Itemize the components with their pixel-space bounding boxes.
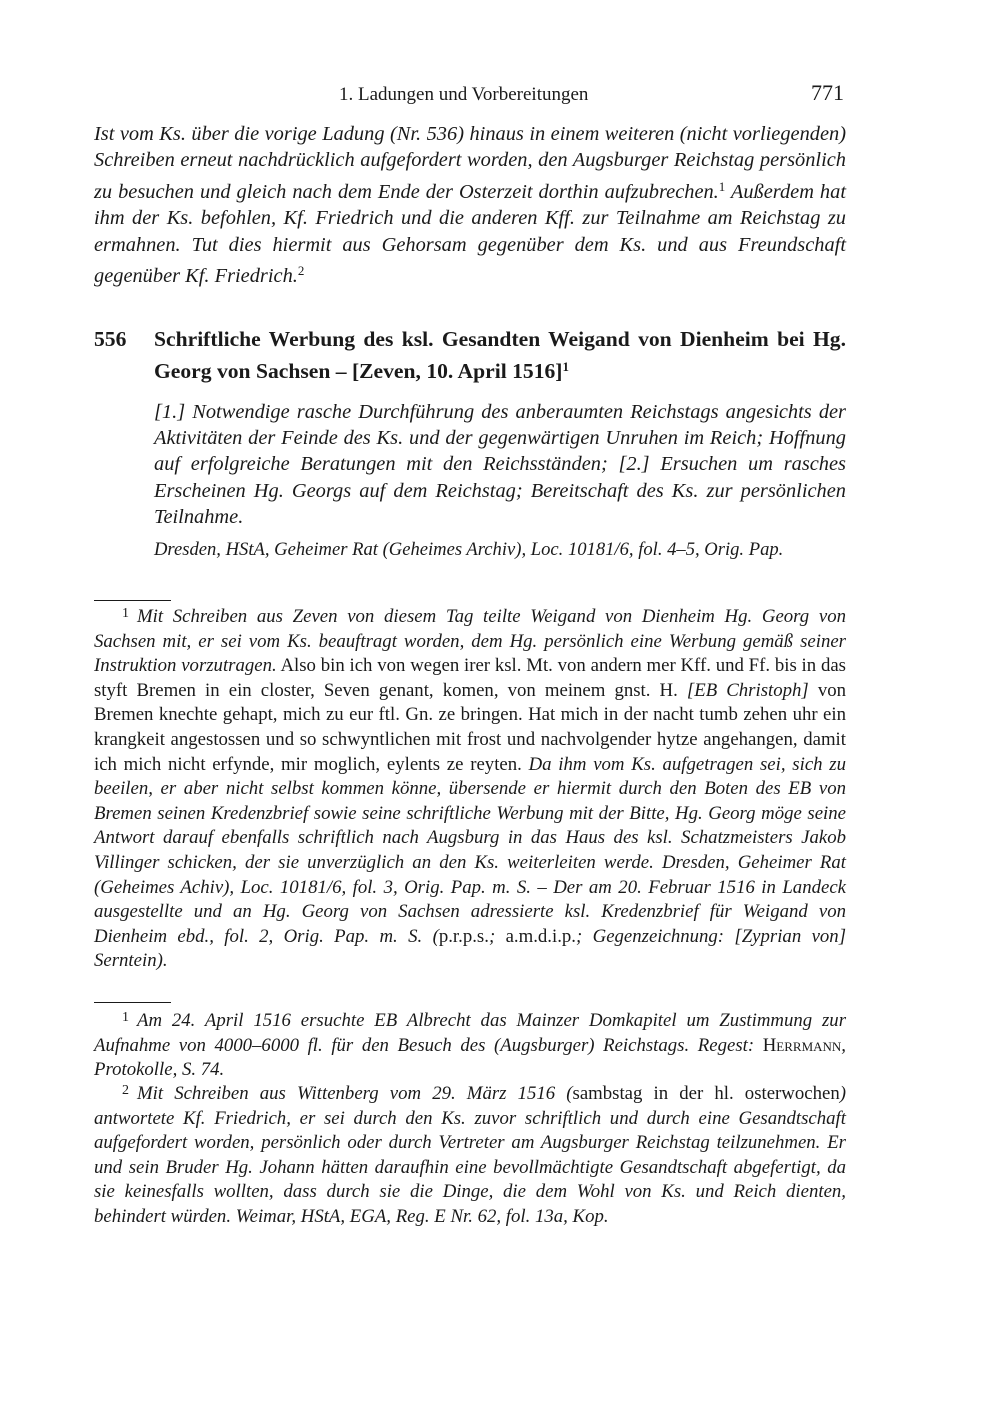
footnote-mark: 1 [122,1010,129,1025]
footnote-text: Mit Schreiben aus Wittenberg vom 29. März 1516 ( [137,1083,573,1104]
footnote-quote: sambstag in der hl. osterwochen [572,1083,840,1104]
footnote-mark: 2 [122,1083,129,1098]
footnote-mark: 1 [122,606,129,621]
footnote-separator-intro [94,1002,171,1003]
document-heading [94,326,846,385]
document-source: Dresden, HStA, Geheimer Rat (Geheimes Archiv), Loc. 10181/6, fol. 4–5, Orig. Pap. [154,539,784,560]
document-number: 556 [94,327,127,351]
footnote-document-1 [94,602,846,974]
footnote-text: Am 24. April 1516 ersuchte EB Albrecht das Mainzer Domkapitel um Zustimmung zur Aufnahme von 4000–6000 fl. für den Besuch des (Augsburger) Reichstags. Regest: [94,1010,846,1056]
footnote-text: ) antwortete Kf. Friedrich, er sei durch den Ks. zuvor schriftlich und durch eine Gesandtschaft aufgefordert worden, persönlich oder durch Vertreter am Augsburger Reichstag teilzunehmen. Er und sein Bruder Hg. Johann hätten daraufhin eine bevollmächtigte Gesandtschaft abgefertigt, da sie keinesfalls wollten, dass durch sie die Dinge, die dem Wohl von Ks. und Reich dienten, behindert würden. Weimar, HStA, EGA, Reg. E Nr. 62, fol. 13a, Kop. [94,1083,846,1227]
footnote-author: Herrmann [762,1034,842,1056]
footnote-quote: a.m.d.i.p. [505,925,576,947]
footnote-text: ; Gegenzeichnung: [Zyprian von] Serntein). [94,925,847,972]
footnote-intro-1 [94,1006,846,1083]
footnote-editor-note: [EB Christoph] [686,679,809,701]
intro-text-2: Außerdem hat ihm der Ks. befohlen, Kf. Friedrich und die anderen Kff. zur Teilnahme am Reichstag zu ermahnen. Tut dies hiermit aus Gehorsam gegenüber dem Ks. und aus Freundschaft gegenüber Kf. Friedrich. [94,180,846,288]
document-title [154,326,846,385]
intro-footnote-ref-2[interactable]: 2 [297,263,305,279]
footnote-quote: Also bin ich von wegen irer ksl. Mt. von andern mer Kff. und Ff. bis in das styft Bremen in ein closter, Seven genant, komen, von meinem gnst. H. [94,655,846,701]
footnote-quote: von Bremen knechte gehapt, mich zu eur ftl. Gn. ze bringen. Hat mich in der nacht tumb zehen uhr ein krangkeit angestossen und so schwyntlichen mit frost und nachvolgender hytze angehangen, damit ich mich nicht erfynde, mir moglich, eylents ze reyten. [94,679,846,775]
footnote-text: Da ihm vom Ks. aufgetragen sei, sich zu beeilen, er aber nicht selbst kommen könne, übersende er hiermit durch den Boten des EB von Bremen seinen Kredenzbrief sowie seine schriftliche Werbung mit der Bitte, Hg. Georg möge seine Antwort darauf ebenfalls schriftlich nach Augsburg in das Haus des ksl. Schatzmeisters Jakob Villinger schicken, der sie unverzüglich an den Ks. weiterleiten werde. Dresden, Geheimer Rat (Geheimes Achiv), Loc. 10181/6, fol. 3, Orig. Pap. m. S. – Der am 20. Februar 1516 in Landeck ausgestellte und an Hg. Georg von Sachsen adressierte ksl. Kredenzbrief für Weigand von Dienheim ebd., fol. 2, Orig. Pap. m. S. ( [94,753,846,947]
footnote-text: Mit Schreiben aus Zeven von diesem Tag teilte Weigand von Dienheim Hg. Georg von Sachsen mit, er sei vom Ks. beauftragt worden, dem Hg. persönlich eine Werbung gemäß seiner Instruktion vorzutragen. [94,606,846,677]
intro-text-1: Ist vom Ks. über die vorige Ladung (Nr. 536) hinaus in einem weiteren (nicht vorliegenden) Schreiben erneut nachdrücklich aufgefordert worden, den Augsburger Reichstag persönlich zu besuchen und gleich nach dem Ende der Osterzeit dorthin aufzubrechen. [94,123,846,203]
footnote-intro-2 [94,1079,846,1230]
document-title-footnote-ref[interactable]: 1 [562,359,569,374]
footnote-quote: p.r.p.s. [438,925,489,947]
footnote-text: ; [488,925,506,947]
running-title: 1. Ladungen und Vorbereitungen [339,84,589,105]
footnote-separator-document [94,600,171,601]
document-summary: [1.] Notwendige rasche Durchführung des anberaumten Reichstags angesichts der Aktivitäten der Feinde des Ks. und der gegenwärtigen Unruhen im Reich; Hoffnung auf erfolgreiche Beratungen mit den Reichsständen; [2.] Ersuchen um rasches Erscheinen Hg. Georgs auf dem Reichstag; Bereitschaft des Ks. zur persönlichen Teilnahme. [154,401,846,528]
running-head [94,80,846,108]
page-number: 771 [811,80,844,105]
footnote-text: , Protokolle, S. 74. [94,1034,846,1081]
intro-paragraph [94,121,846,289]
document-title-text: Schriftliche Werbung des ksl. Gesandten Weigand von Dienheim bei Hg. Georg von Sachsen – [Zeven, 10. April 1516] [154,327,846,383]
intro-footnote-ref-1[interactable]: 1 [718,178,726,194]
